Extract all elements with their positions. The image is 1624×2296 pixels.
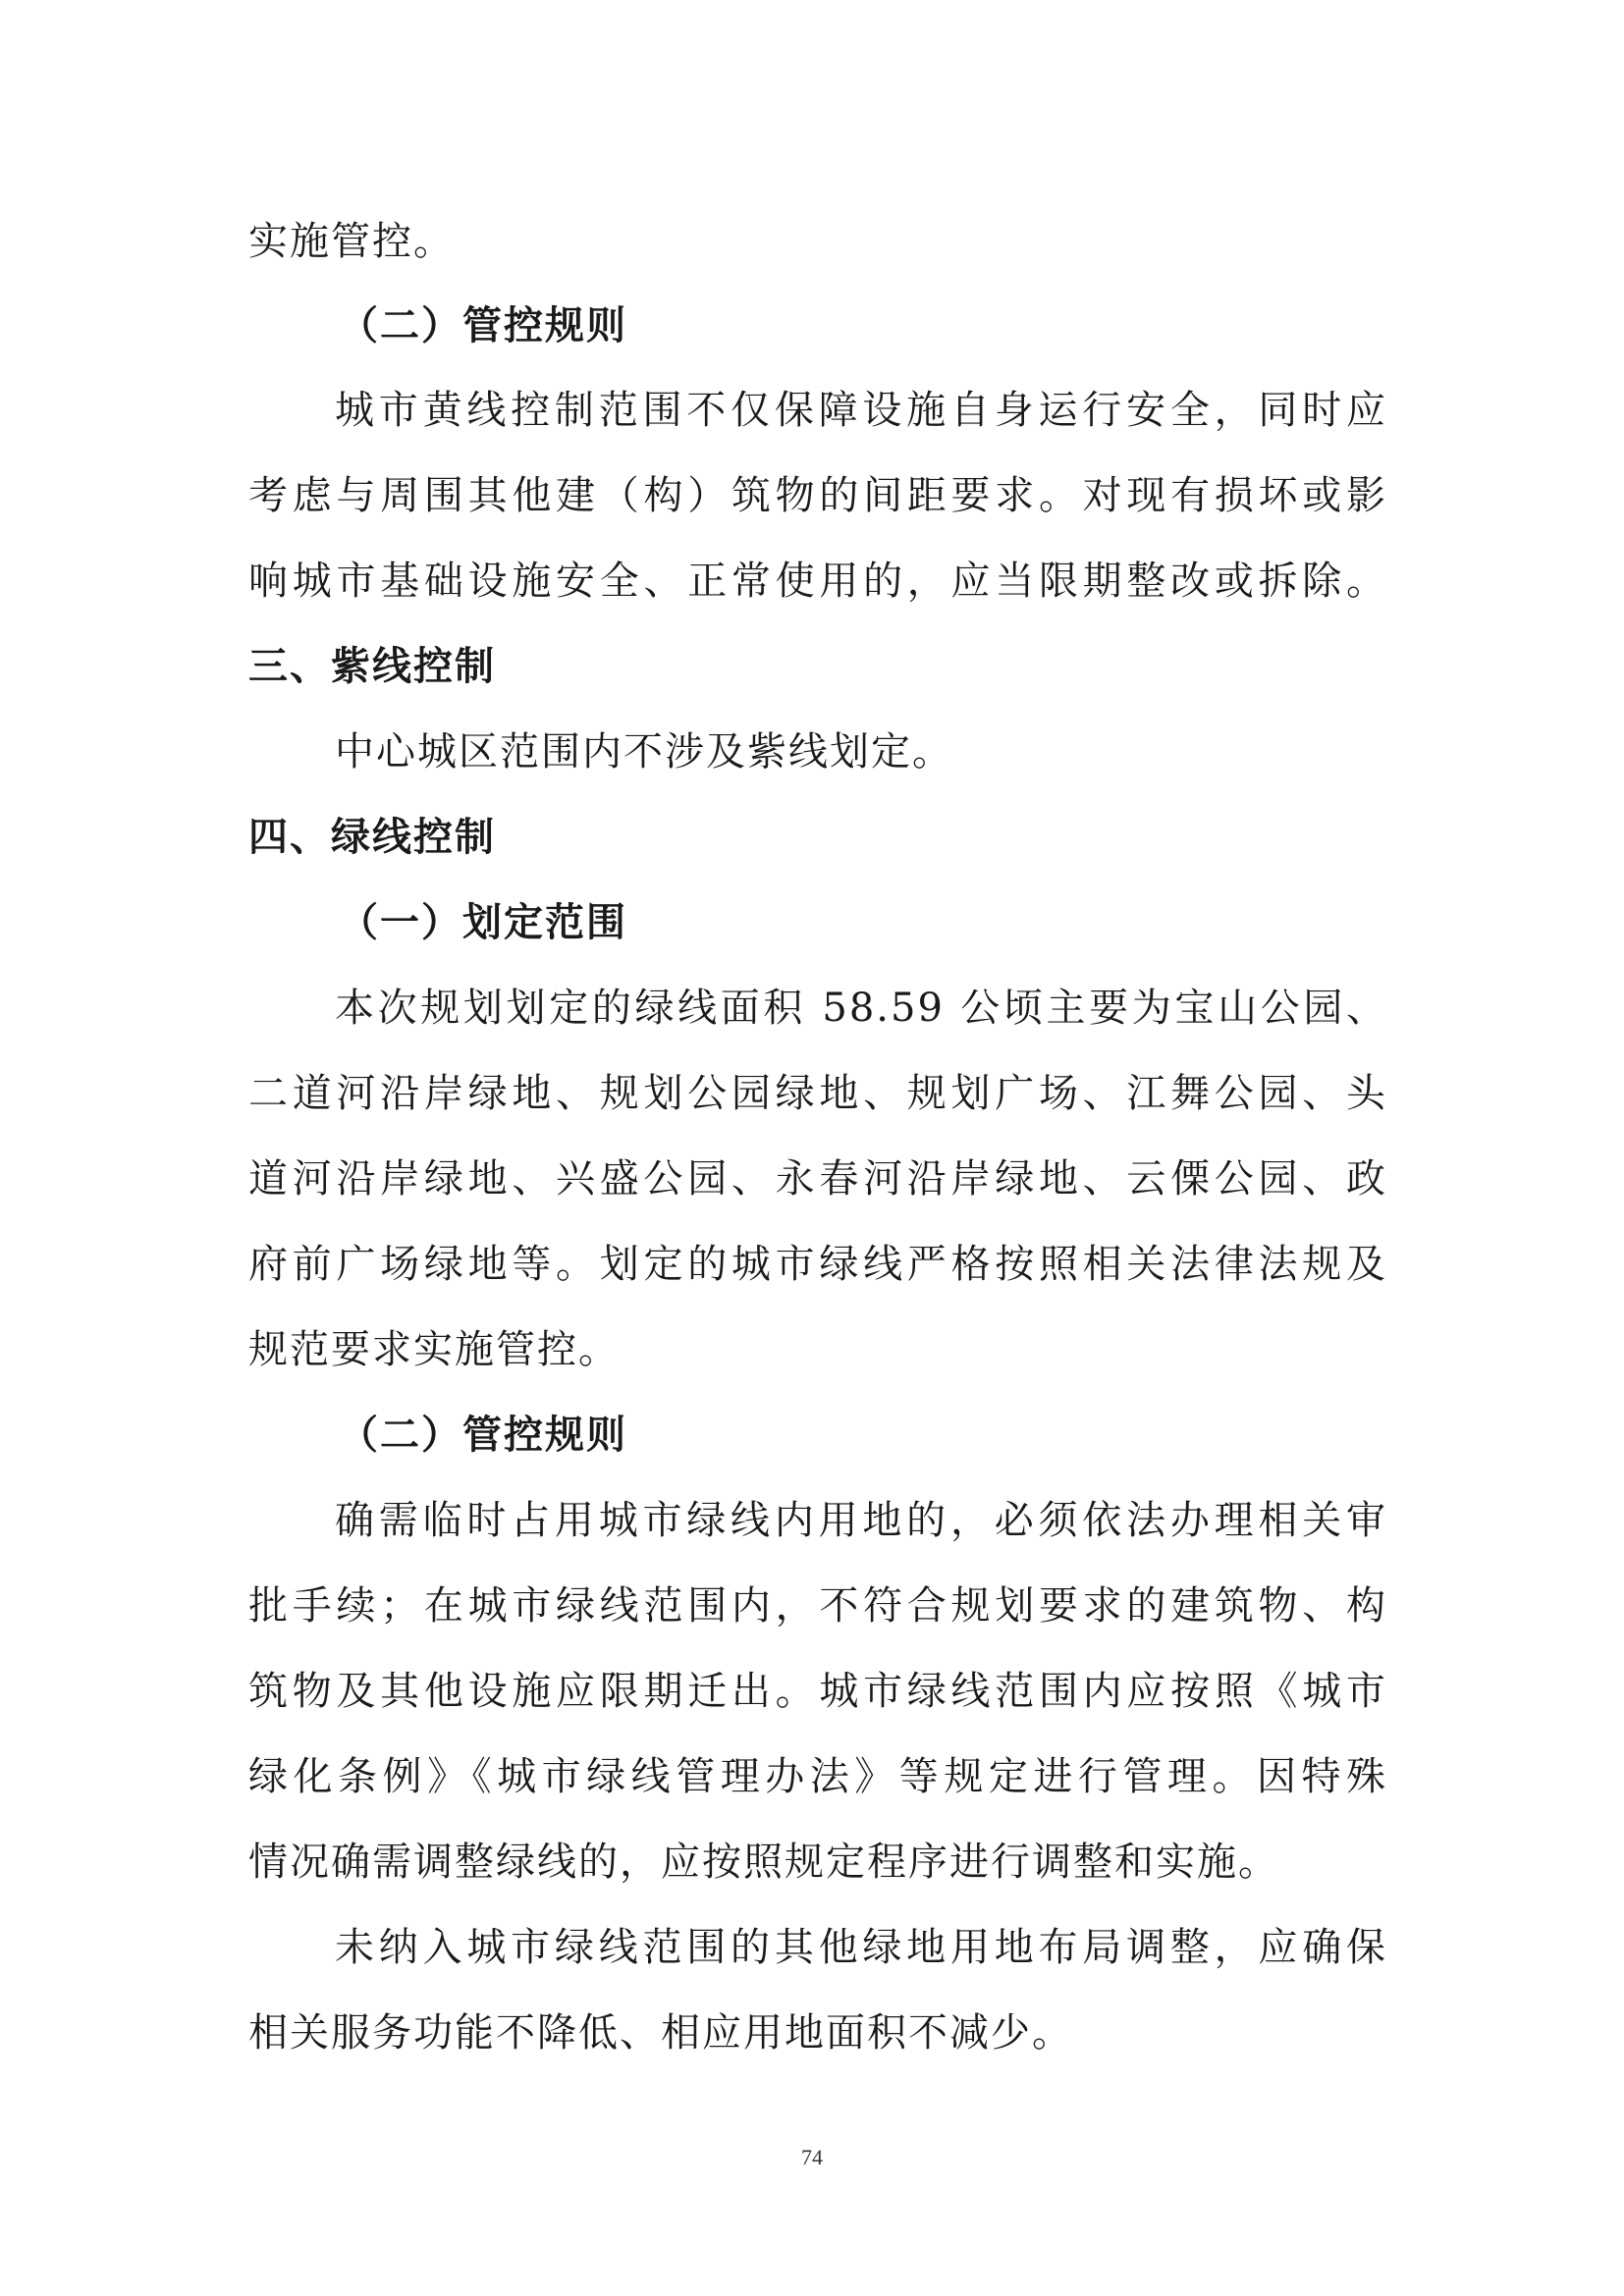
paragraph-line: 实施管控。 xyxy=(248,219,455,264)
chapter-heading: 四、绿线控制 xyxy=(248,815,496,860)
paragraph-line: 城市黄线控制范围不仅保障设施自身运行安全，同时应 xyxy=(335,388,1387,433)
paragraph-line: 中心城区范围内不涉及紫线划定。 xyxy=(335,729,953,774)
paragraph-line: 相关服务功能不降低、相应用地面积不减少。 xyxy=(248,2010,1073,2056)
section-heading: （二）管控规则 xyxy=(339,1413,627,1458)
paragraph-line: 确需临时占用城市绿线内用地的，必须依法办理相关审 xyxy=(335,1498,1387,1543)
section-heading: （一）划定范围 xyxy=(339,900,627,945)
paragraph-line: 情况确需调整绿线的，应按照规定程序进行调整和实施。 xyxy=(248,1840,1279,1885)
paragraph-line: 批手续；在城市绿线范围内，不符合规划要求的建筑物、构 xyxy=(248,1583,1387,1629)
paragraph-line: 府前广场绿地等。划定的城市绿线严格按照相关法律法规及 xyxy=(248,1242,1387,1287)
paragraph-line: 二道河沿岸绿地、规划公园绿地、规划广场、江舞公园、头 xyxy=(248,1071,1387,1116)
page-number: 74 xyxy=(801,2145,823,2169)
paragraph-line: 筑物及其他设施应限期迁出。城市绿线范围内应按照《城市 xyxy=(248,1669,1387,1714)
paragraph-line: 本次规划划定的绿线面积 58.59 公顷主要为宝山公园、 xyxy=(335,986,1387,1031)
paragraph-line: 绿化条例》《城市绿线管理办法》等规定进行管理。因特殊 xyxy=(248,1754,1387,1799)
paragraph-line: 考虑与周围其他建（构）筑物的间距要求。对现有损坏或影 xyxy=(248,473,1387,518)
paragraph-line: 道河沿岸绿地、兴盛公园、永春河沿岸绿地、云傈公园、政 xyxy=(248,1156,1387,1201)
chapter-heading: 三、紫线控制 xyxy=(248,644,496,689)
paragraph-line: 未纳入城市绿线范围的其他绿地用地布局调整，应确保 xyxy=(335,1925,1387,1970)
section-heading: （二）管控规则 xyxy=(339,303,627,348)
paragraph-line: 规范要求实施管控。 xyxy=(248,1327,620,1372)
paragraph-line: 响城市基础设施安全、正常使用的，应当限期整改或拆除。 xyxy=(248,559,1387,604)
